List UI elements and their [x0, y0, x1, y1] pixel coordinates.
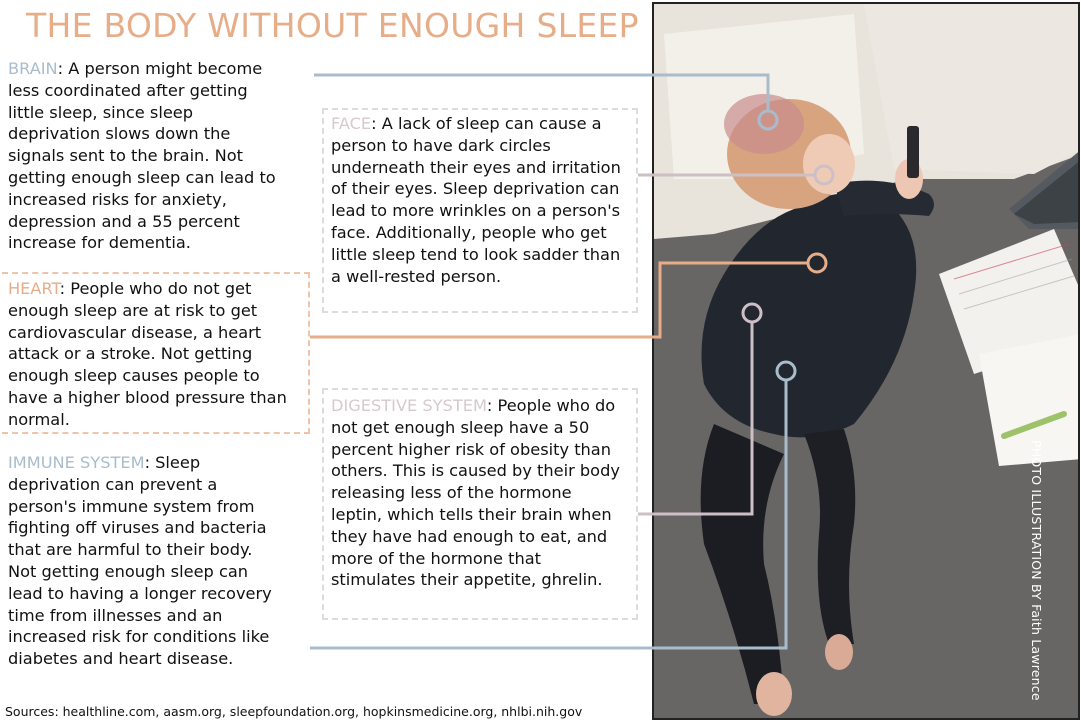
infographic-title: THE BODY WITHOUT ENOUGH SLEEP	[26, 6, 639, 45]
heart-section	[8, 278, 298, 431]
brain-section	[8, 58, 278, 254]
digestive-label: DIGESTIVE SYSTEM	[331, 396, 487, 415]
heart-label: HEART	[8, 279, 60, 298]
sleeping-person-photo	[652, 2, 1080, 720]
heart-text: : People who do not get enough sleep are at risk to get cardiovascular disease, a heart attack or a stroke. Not getting enough sleep causes people to have a higher blood pressure than normal.	[8, 279, 287, 429]
digestive-text: : People who do not get enough sleep have a 50 percent higher risk of obesity than others. This is caused by their body releasing less of the hormone leptin, which tells their brain when they have had enough to eat, and more of the hormone that stimulates their appetite, ghrelin.	[331, 396, 620, 590]
sources-line: Sources: healthline.com, aasm.org, sleepfoundation.org, hopkinsmedicine.org, nhlbi.nih.gov	[5, 704, 583, 719]
photo-illustration	[654, 4, 1080, 720]
immune-text: : Sleep deprivation can prevent a person's immune system from fighting off viruses and bacteria that are harmful to their body. Not getting enough sleep can lead to having a longer recovery time from illnesses and an increased risk for conditions like diabetes and heart disease.	[8, 453, 272, 669]
immune-label: IMMUNE SYSTEM	[8, 453, 145, 472]
face-text: : A lack of sleep can cause a person to have dark circles underneath their eyes and irritation of their eyes. Sleep deprivation can lead to more wrinkles on a person's face. Additionally, people who get little sleep tend to look sadder than a well-rested person.	[331, 114, 621, 286]
digestive-section	[331, 395, 621, 591]
face-label: FACE	[331, 114, 372, 133]
brain-text: : A person might become less coordinated after getting little sleep, since sleep deprivation slows down the signals sent to the brain. Not getting enough sleep can lead to increased risks for anxiety, depression and a 55 percent increase for dementia.	[8, 59, 276, 253]
immune-section	[8, 452, 278, 670]
photo-credit: PHOTO ILLUSTRATION BY Faith Lawrence	[1029, 440, 1044, 701]
brain-label: BRAIN	[8, 59, 58, 78]
face-section	[331, 113, 621, 287]
